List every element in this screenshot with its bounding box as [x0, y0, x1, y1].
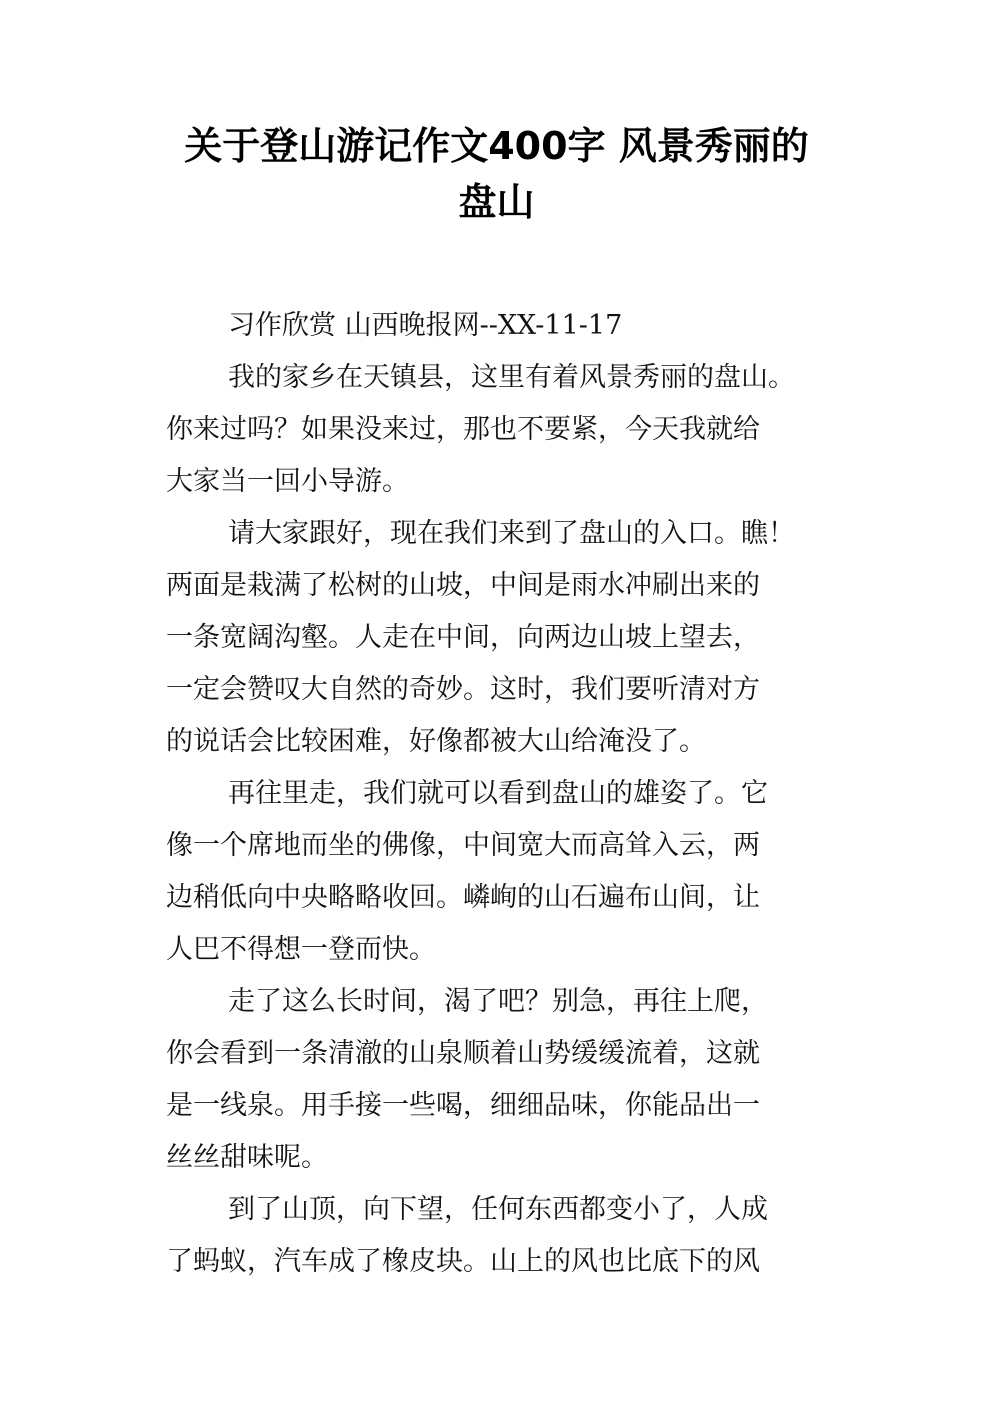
paragraph-line: 你会看到一条清澈的山泉顺着山势缓缓流着，这就 [166, 1038, 760, 1069]
paragraph-3 [166, 768, 836, 976]
paragraph-line: 人巴不得想一登而快。 [166, 934, 436, 965]
paragraph-line: 你来过吗？如果没来过，那也不要紧，今天我就给 [166, 414, 760, 445]
paragraph-line: 到了山顶，向下望，任何东西都变小了，人成 [228, 1194, 768, 1225]
paragraph-line: 两面是栽满了松树的山坡，中间是雨水冲刷出来的 [166, 570, 760, 601]
paragraph-5 [166, 1184, 836, 1288]
paragraph-line: 边稍低向中央略略收回。嶙峋的山石遍布山间，让 [166, 882, 760, 913]
paragraph-line: 走了这么长时间，渴了吧？别急，再往上爬， [228, 986, 768, 1017]
paragraph-line: 一条宽阔沟壑。人走在中间，向两边山坡上望去， [166, 622, 760, 653]
paragraph-line: 我的家乡在天镇县，这里有着风景秀丽的盘山。 [228, 362, 795, 393]
paragraph-line: 丝丝甜味呢。 [166, 1142, 328, 1173]
paragraph-line: 再往里走，我们就可以看到盘山的雄姿了。它 [228, 778, 768, 809]
paragraph-2 [166, 508, 836, 768]
paragraph-line: 了蚂蚁，汽车成了橡皮块。山上的风也比底下的风 [166, 1246, 760, 1277]
paragraph-4 [166, 976, 836, 1184]
paragraph-line: 是一线泉。用手接一些喝，细细品味，你能品出一 [166, 1090, 760, 1121]
paragraph-line: 大家当一回小导游。 [166, 466, 409, 497]
document-title [150, 118, 843, 230]
title-line-2: 盘山 [458, 180, 535, 224]
paragraph-line: 请大家跟好，现在我们来到了盘山的入口。瞧！ [228, 518, 795, 549]
source-line: 习作欣赏 山西晚报网--XX-11-17 [228, 310, 623, 341]
paragraph-line: 一定会赞叹大自然的奇妙。这时，我们要听清对方 [166, 674, 760, 705]
title-line-1: 关于登山游记作文400字 风景秀丽的 [184, 124, 809, 168]
paragraph-line: 像一个席地而坐的佛像，中间宽大而高耸入云，两 [166, 830, 760, 861]
document-body [166, 300, 836, 1288]
paragraph-line: 的说话会比较困难，好像都被大山给淹没了。 [166, 726, 706, 757]
paragraph-1 [166, 352, 836, 508]
